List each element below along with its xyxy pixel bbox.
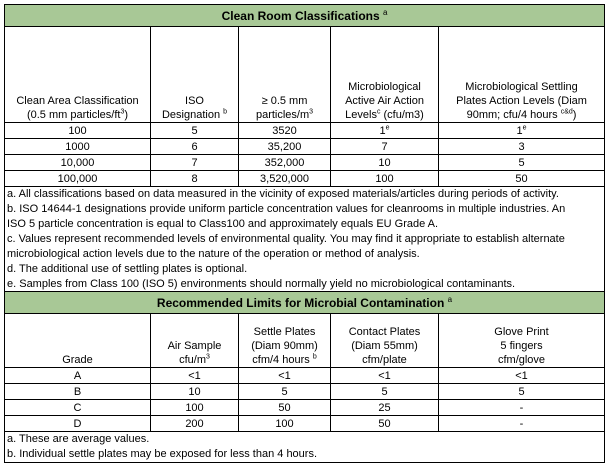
footnotes — [5, 187, 605, 293]
cell: 5 — [439, 155, 605, 171]
footnote: b. Individual settle plates may be exposed for less than 4 hours. — [7, 448, 318, 460]
cell: 3520 — [239, 123, 331, 139]
cell: 10 — [331, 155, 439, 171]
cell: 5 — [151, 123, 239, 139]
footnotes — [5, 432, 605, 463]
header-clean-area: Clean Area Classification (0.5 mm particles/$ft^3$) — [5, 27, 151, 123]
footnote: b. ISO 14644-1 designations provide uniform particle concentration values for cleanrooms in multiple industries. An — [7, 203, 566, 215]
header-row — [5, 27, 605, 123]
clean-room-classifications-table — [4, 4, 605, 293]
cell: C — [5, 400, 151, 416]
cell: 100 — [5, 123, 151, 139]
cell: 100,000 — [5, 171, 151, 187]
table-row — [5, 416, 605, 432]
cell: <1 — [439, 368, 605, 384]
footnote: e. Samples from Class 100 (ISO 5) environments should normally yield no microbiological contaminants. — [7, 278, 516, 290]
microbial-limits-table — [4, 291, 605, 463]
cell: 100 — [331, 171, 439, 187]
cell: 3 — [439, 139, 605, 155]
table-title: Clean Room Classifications $^a$ — [5, 5, 605, 27]
table-row — [5, 384, 605, 400]
cell: A — [5, 368, 151, 384]
header-row — [5, 314, 605, 368]
cell: 5 — [239, 384, 331, 400]
cell: 50 — [331, 416, 439, 432]
cell: <1 — [239, 368, 331, 384]
header-settling-plates: Microbiological Settling Plates Action Levels (Diam 90mm; cfu/4 hours $^{c\&d}$) — [439, 27, 605, 123]
header-particles: ≥ 0.5 mm particles/$m^3$ — [239, 27, 331, 123]
cell: - — [439, 400, 605, 416]
footnote: microbiological action levels due to the nature of the operation or method of analysis. — [7, 248, 420, 260]
cell: 35,200 — [239, 139, 331, 155]
cell: <1 — [151, 368, 239, 384]
cell: 5 — [439, 384, 605, 400]
table-title: Recommended Limits for Microbial Contamination $^a$ — [5, 292, 605, 314]
cell: 50 — [239, 400, 331, 416]
header-air-sample: Air Sample cfu/$m^3$ — [151, 314, 239, 368]
table-row — [5, 155, 605, 171]
header-settle-plates: Settle Plates (Diam 90mm) cfm/4 hours $^b$ — [239, 314, 331, 368]
table-row — [5, 139, 605, 155]
cell: 5 — [331, 384, 439, 400]
cell: 200 — [151, 416, 239, 432]
cell: 100 — [151, 400, 239, 416]
cell: D — [5, 416, 151, 432]
cell: 3,520,000 — [239, 171, 331, 187]
cell: 1e — [331, 123, 439, 139]
cell: 10,000 — [5, 155, 151, 171]
notes-row — [5, 432, 605, 463]
header-iso: ISO Designation $^b$ — [151, 27, 239, 123]
cell: - — [439, 416, 605, 432]
footnote: ISO 5 particle concentration is equal to Class100 and approximately equals EU Grade A. — [7, 218, 439, 230]
footnote: d. The additional use of settling plates is optional. — [7, 263, 248, 275]
cell: B — [5, 384, 151, 400]
cell: 10 — [151, 384, 239, 400]
footnote: c. Values represent recommended levels of environmental quality. You may find it appropriate to establish alternate — [7, 233, 565, 245]
cell: <1 — [331, 368, 439, 384]
header-contact-plates: Contact Plates (Diam 55mm) cfm/plate — [331, 314, 439, 368]
cell: 1e — [439, 123, 605, 139]
cell: 25 — [331, 400, 439, 416]
header-glove-print: Glove Print 5 fingers cfm/glove — [439, 314, 605, 368]
table-row — [5, 400, 605, 416]
cell: 352,000 — [239, 155, 331, 171]
cell: 8 — [151, 171, 239, 187]
table-row — [5, 171, 605, 187]
footnote: a. All classifications based on data measured in the vicinity of exposed materials/articles during periods of activity. — [7, 188, 559, 200]
cell: 6 — [151, 139, 239, 155]
header-active-air: Microbiological Active Air Action Levels$^c$ (cfu/m3) — [331, 27, 439, 123]
footnote: a. These are average values. — [7, 433, 150, 445]
cell: 1000 — [5, 139, 151, 155]
table-row — [5, 123, 605, 139]
notes-row — [5, 187, 605, 293]
table-row — [5, 368, 605, 384]
cell: 50 — [439, 171, 605, 187]
cell: 7 — [331, 139, 439, 155]
cell: 7 — [151, 155, 239, 171]
header-grade: Grade — [5, 314, 151, 368]
cell: 100 — [239, 416, 331, 432]
